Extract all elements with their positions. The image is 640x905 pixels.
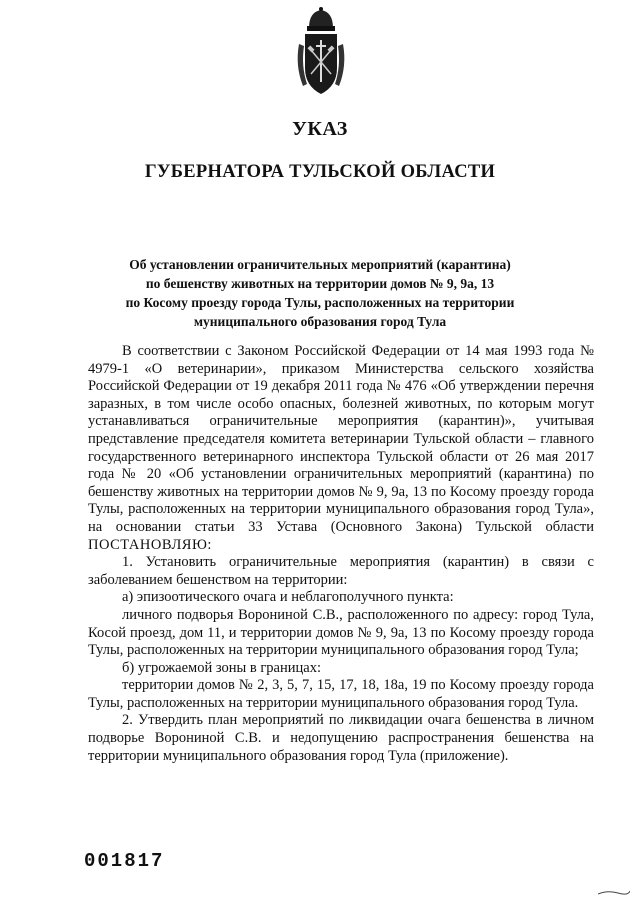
preamble-text: В соответствии с Законом Российской Федерации от 14 мая 1993 года № 4979-1 «О ветеринарии», приказом Министерства сельского хозяйства Российской Федерации от 19 декабря 2011 года № 476 «Об утверждении перечня заразных, в том числе особо опасных, болезней животных, по которым могут устанавливаться ограничительные мероприятия (карантин)», учитывая представление председателя комитета ветеринарии Тульской области – главного государственного ветеринарного инспектора Тульской области от 26 мая 2017 года № 20 «Об установлении ограничительных мероприятий (карантина) по бешенству животных на территории домов № 9, 9а, 13 по Косому проезду города Тулы, расположенных на территории муниципального образования город Тула», на основании статьи 33 Устава (Основного Закона) Тульской области: [88, 343, 594, 535]
item-1a-heading: а) эпизоотического очага и неблагополучного пункта:: [122, 589, 454, 606]
subject-line: Об установлении ограничительных мероприятий (карантина): [129, 257, 511, 272]
item-1b-heading: б) угрожаемой зоны в границах:: [122, 659, 321, 676]
item-1a-text: личного подворья Ворониной С.В., расположенного по адресу: город Тула, Косой проезд, дом 11, и территории домов № 9, 9а, 13 по Косому проезду города Тулы, расположенных на территории муниципального образования город Тула;: [88, 606, 594, 659]
item-1: 1. Установить ограничительные мероприятия (карантин) в связи с заболеванием бешенством на территории:: [88, 554, 594, 588]
preamble-paragraph: [88, 343, 594, 554]
scan-mark-icon: [598, 888, 630, 896]
decree-subject: [60, 255, 580, 331]
subject-line: по Косому проезду города Тулы, расположенных на территории: [125, 295, 515, 310]
tula-coat-of-arms-icon: [295, 6, 347, 98]
decree-body: [88, 343, 594, 765]
item-2: 2. Утвердить план мероприятий по ликвидации очага бешенства в личном подворье Ворониной С.В. и недопущению распространения бешенства на территории муниципального образования город Тула (приложение).: [88, 712, 594, 764]
subject-line: муниципального образования город Тула: [193, 314, 447, 329]
subject-line: по бешенству животных на территории домов № 9, 9а, 13: [145, 276, 495, 291]
decree-verb: ПОСТАНОВЛЯЮ:: [88, 536, 212, 553]
decree-title: УКАЗ: [292, 118, 348, 140]
issuer-title: ГУБЕРНАТОРА ТУЛЬСКОЙ ОБЛАСТИ: [144, 162, 496, 182]
serial-number: 001817: [84, 850, 165, 872]
item-1b-text: территории домов № 2, 3, 5, 7, 15, 17, 18, 18а, 19 по Косому проезду города Тулы, расположенных на территории муниципального образования город Тула.: [88, 677, 594, 711]
